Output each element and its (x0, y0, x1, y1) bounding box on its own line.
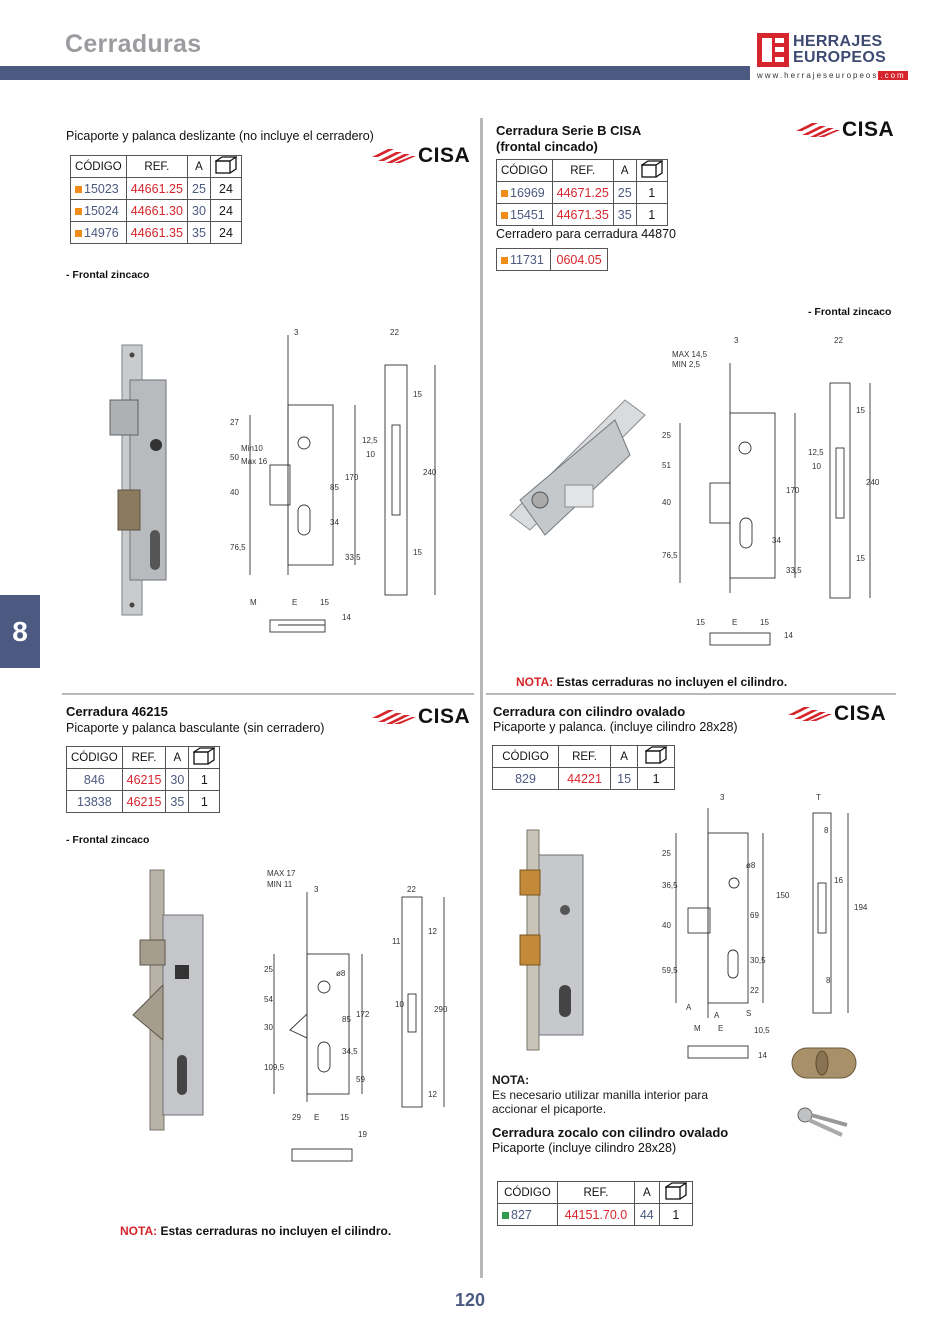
dim-label: 19 (358, 1130, 367, 1139)
dim-label: 30,5 (750, 956, 766, 965)
dim-label: 33,5 (345, 553, 361, 562)
bullet-icon (75, 186, 82, 193)
brand-logo-icon (757, 33, 789, 67)
a-cell: 44 (634, 1204, 659, 1226)
dim-label: 30 (264, 1023, 273, 1032)
col-header-package (189, 747, 220, 769)
code-cell: 829 (493, 768, 559, 790)
s2-note: - Frontal zincaco (808, 306, 892, 318)
dim-label: 10 (812, 462, 821, 471)
qty-cell: 1 (189, 791, 220, 813)
dim-label: ø8 (336, 969, 346, 978)
dim-label: 12 (428, 927, 437, 936)
nota-text: Estas cerraduras no incluyen el cilindro. (157, 1224, 392, 1238)
dim-label: 170 (786, 486, 800, 495)
brand-url (757, 71, 908, 80)
table-row (71, 178, 242, 200)
dim-label: 12,5 (362, 436, 378, 445)
s2-table (496, 159, 668, 226)
dim-label: 34 (330, 518, 339, 527)
box-icon (645, 746, 667, 764)
code-cell: 15024 (84, 203, 119, 218)
a-cell: 25 (613, 182, 636, 204)
dim-label: 10,5 (754, 1026, 770, 1035)
dim-label: 8 (824, 826, 829, 835)
dim-label: 25 (662, 431, 671, 440)
dim-label: 40 (230, 488, 239, 497)
dim-label: 22 (750, 986, 759, 995)
section-divider-right (486, 693, 896, 695)
bullet-icon (501, 212, 508, 219)
dim-label: M (694, 1024, 701, 1033)
dim-label: 3 (734, 336, 739, 345)
cisa-stripes-icon (372, 148, 416, 164)
ref-cell: 44661.25 (126, 178, 187, 200)
dim-label: 240 (866, 478, 880, 487)
dim-label: 69 (750, 911, 759, 920)
ref-cell: 44151.70.0 (557, 1204, 634, 1226)
s2-strike-table (496, 248, 608, 271)
col-header-ref: REF. (559, 746, 611, 768)
code-cell: 827 (511, 1207, 532, 1222)
column-divider (480, 118, 483, 1278)
ref-cell: 44221 (559, 768, 611, 790)
technical-drawing-1 (230, 325, 480, 655)
dim-label: 29 (292, 1113, 301, 1122)
code-cell: 846 (67, 769, 123, 791)
brand-line-1: HERRAJES (793, 33, 883, 50)
s1-note: - Frontal zincaco (66, 269, 150, 281)
a-cell: 25 (187, 178, 210, 200)
s3-title: Cerradura 46215 (66, 704, 168, 719)
dim-label: 150 (776, 891, 790, 900)
dim-label: 3 (294, 328, 299, 337)
table-row (71, 200, 242, 222)
ref-cell: 44671.25 (552, 182, 613, 204)
s1-subtitle: Picaporte y palanca deslizante (no incluye el cerradero) (66, 129, 374, 143)
col-header-package (636, 160, 667, 182)
cisa-wordmark: CISA (418, 705, 471, 728)
col-header-ref: REF. (122, 747, 166, 769)
dim-label: 36,5 (662, 881, 678, 890)
lock-photo-2 (505, 395, 655, 545)
dim-label: 172 (356, 1010, 370, 1019)
col-header-code: CÓDIGO (498, 1182, 558, 1204)
ref-cell: 44671.35 (552, 204, 613, 226)
ref-cell: 0604.05 (551, 249, 608, 271)
s3-subtitle: Picaporte y palanca basculante (sin cerradero) (66, 721, 325, 735)
cisa-stripes-icon (788, 706, 832, 722)
dim-label: 14 (758, 1051, 767, 1060)
table-row (497, 182, 668, 204)
table-row (71, 222, 242, 244)
section-divider-left (62, 693, 474, 695)
dim-label: 85 (342, 1015, 351, 1024)
dim-label: 34,5 (342, 1047, 358, 1056)
bullet-icon (75, 208, 82, 215)
nota-label: NOTA: (120, 1224, 158, 1238)
cisa-stripes-icon (372, 709, 416, 725)
s2-title-line2: (frontal cincado) (496, 139, 598, 154)
technical-drawing-3 (262, 862, 472, 1172)
brand-name (793, 34, 886, 66)
table-row (497, 249, 608, 271)
qty-cell: 1 (189, 769, 220, 791)
dim-label: 170 (345, 473, 359, 482)
cisa-wordmark: CISA (834, 702, 887, 725)
brand-line-2: EUROPEOS (793, 49, 887, 66)
dim-label: 51 (662, 461, 671, 470)
technical-drawing-2 (660, 333, 900, 663)
dim-label: 15 (413, 548, 422, 557)
a-cell: 30 (166, 769, 189, 791)
dim-label: 59 (356, 1075, 365, 1084)
s2-strike-label: Cerradero para cerradura 44870 (496, 227, 676, 241)
s3-nota (120, 1224, 391, 1238)
dim-label: 25 (662, 849, 671, 858)
bullet-icon (502, 1212, 509, 1219)
dim-label: 16 (834, 876, 843, 885)
table-row (67, 791, 220, 813)
dim-label: 290 (434, 1005, 448, 1014)
s4-subtitle: Picaporte y palanca. (incluye cilindro 28x28) (493, 720, 738, 734)
dim-label: 14 (342, 613, 351, 622)
dim-label: 27 (230, 418, 239, 427)
dim-label: Max 16 (241, 457, 268, 466)
s3-table (66, 746, 220, 813)
nota-line-2: accionar el picaporte. (492, 1102, 607, 1116)
dim-label: A (686, 1003, 692, 1012)
nota-text: Estas cerraduras no incluyen el cilindro. (553, 675, 788, 689)
dim-label: 59,5 (662, 966, 678, 975)
s2-title-line1: Cerradura Serie B CISA (496, 123, 642, 138)
col-header-package (638, 746, 675, 768)
technical-drawing-4 (658, 788, 870, 1078)
dim-label: 25 (264, 965, 273, 974)
qty-cell: 1 (636, 204, 667, 226)
box-icon (193, 747, 215, 765)
dim-label: A (714, 1011, 720, 1020)
dim-label: 10 (395, 1000, 404, 1009)
dim-label: T (816, 793, 821, 802)
s4-nota (492, 1073, 708, 1117)
qty-cell: 1 (636, 182, 667, 204)
dim-label: Min10 (241, 444, 263, 453)
code-cell: 11731 (510, 252, 544, 267)
box-icon (641, 160, 663, 178)
col-header-package (659, 1182, 692, 1204)
dim-label: 40 (662, 921, 671, 930)
col-header-code: CÓDIGO (71, 156, 127, 178)
qty-cell: 24 (210, 178, 241, 200)
cylinder-keys-photo (787, 1040, 862, 1140)
col-header-code: CÓDIGO (497, 160, 553, 182)
a-cell: 35 (187, 222, 210, 244)
col-header-a: A (166, 747, 189, 769)
dim-label: 12 (428, 1090, 437, 1099)
page-number: 120 (454, 1290, 486, 1310)
nota-label: NOTA: (492, 1073, 530, 1087)
s1-table (70, 155, 242, 244)
dim-label: 15 (413, 390, 422, 399)
s5-table (497, 1181, 693, 1226)
dim-label: 85 (330, 483, 339, 492)
dim-label: MIN 11 (267, 880, 293, 889)
code-cell: 15451 (510, 207, 545, 222)
ref-cell: 46215 (122, 769, 166, 791)
dim-label: 76,5 (662, 551, 678, 560)
col-header-code: CÓDIGO (493, 746, 559, 768)
s5-title: Cerradura zocalo con cilindro ovalado (492, 1125, 729, 1140)
a-cell: 35 (166, 791, 189, 813)
nota-line-1: Es necesario utilizar manilla interior para (492, 1087, 709, 1102)
qty-cell: 1 (659, 1204, 692, 1226)
code-cell: 15023 (84, 181, 119, 196)
dim-label: 15 (340, 1113, 349, 1122)
dim-label: E (314, 1113, 320, 1122)
s5-subtitle: Picaporte (incluye cilindro 28x28) (492, 1141, 677, 1155)
code-cell: 14976 (84, 225, 119, 240)
cisa-wordmark: CISA (842, 118, 895, 141)
cisa-wordmark: CISA (418, 144, 471, 167)
col-header-ref: REF. (557, 1182, 634, 1204)
dim-label: 40 (662, 498, 671, 507)
dim-label: 15 (696, 618, 705, 627)
lock-photo-1 (100, 340, 180, 620)
code-cell: 16969 (510, 185, 545, 200)
col-header-package (210, 156, 241, 178)
dim-label: 15 (856, 554, 865, 563)
dim-label: 8 (826, 976, 831, 985)
col-header-a: A (634, 1182, 659, 1204)
s2-nota (516, 675, 787, 689)
dim-label: 22 (390, 328, 399, 337)
header-bar (0, 66, 750, 80)
brand-url-tld: .com (880, 71, 906, 80)
col-header-ref: REF. (126, 156, 187, 178)
a-cell: 30 (187, 200, 210, 222)
nota-label: NOTA: (516, 675, 554, 689)
col-header-a: A (613, 160, 636, 182)
dim-label: 22 (407, 885, 416, 894)
dim-label: MAX 14,5 (672, 350, 708, 359)
ref-cell: 44661.35 (126, 222, 187, 244)
dim-label: 15 (760, 618, 769, 627)
ref-cell: 44661.30 (126, 200, 187, 222)
col-header-a: A (611, 746, 638, 768)
bullet-icon (501, 190, 508, 197)
dim-label: 11 (392, 937, 401, 946)
dim-label: 109,5 (264, 1063, 285, 1072)
qty-cell: 24 (210, 200, 241, 222)
chapter-tab: 8 (0, 595, 40, 668)
dim-label: 15 (320, 598, 329, 607)
dim-label: 33,5 (786, 566, 802, 575)
table-row (498, 1204, 693, 1226)
col-header-code: CÓDIGO (67, 747, 123, 769)
dim-label: 14 (784, 631, 793, 640)
code-cell: 13838 (67, 791, 123, 813)
dim-label: 3 (314, 885, 319, 894)
cisa-stripes-icon (796, 122, 840, 138)
dim-label: ø8 (746, 861, 756, 870)
lock-photo-4 (515, 825, 585, 1055)
s4-table (492, 745, 675, 790)
dim-label: E (292, 598, 298, 607)
qty-cell: 24 (210, 222, 241, 244)
a-cell: 15 (611, 768, 638, 790)
dim-label: MAX 17 (267, 869, 296, 878)
ref-cell: 46215 (122, 791, 166, 813)
brand-url-main: www.herrajeseuropeos (757, 71, 879, 80)
lock-photo-3 (125, 865, 205, 1135)
dim-label: MIN 2,5 (672, 360, 701, 369)
dim-label: 10 (366, 450, 375, 459)
dim-label: 50 (230, 453, 239, 462)
bullet-icon (501, 257, 508, 264)
table-row (67, 769, 220, 791)
col-header-a: A (187, 156, 210, 178)
table-row (493, 768, 675, 790)
dim-label: 12,5 (808, 448, 824, 457)
dim-label: 240 (423, 468, 437, 477)
dim-label: M (250, 598, 257, 607)
box-icon (665, 1182, 687, 1200)
dim-label: E (718, 1024, 724, 1033)
dim-label: 15 (856, 406, 865, 415)
col-header-ref: REF. (552, 160, 613, 182)
box-icon (215, 156, 237, 174)
s2-title (496, 123, 641, 155)
page-title: Cerraduras (65, 30, 202, 58)
dim-label: 54 (264, 995, 273, 1004)
dim-label: 76,5 (230, 543, 246, 552)
dim-label: 3 (720, 793, 725, 802)
dim-label: S (746, 1009, 752, 1018)
bullet-icon (75, 230, 82, 237)
qty-cell: 1 (638, 768, 675, 790)
dim-label: 34 (772, 536, 781, 545)
dim-label: 194 (854, 903, 868, 912)
a-cell: 35 (613, 204, 636, 226)
dim-label: 22 (834, 336, 843, 345)
s4-title: Cerradura con cilindro ovalado (493, 704, 686, 719)
dim-label: E (732, 618, 738, 627)
s3-note: - Frontal zincaco (66, 834, 150, 846)
table-row (497, 204, 668, 226)
